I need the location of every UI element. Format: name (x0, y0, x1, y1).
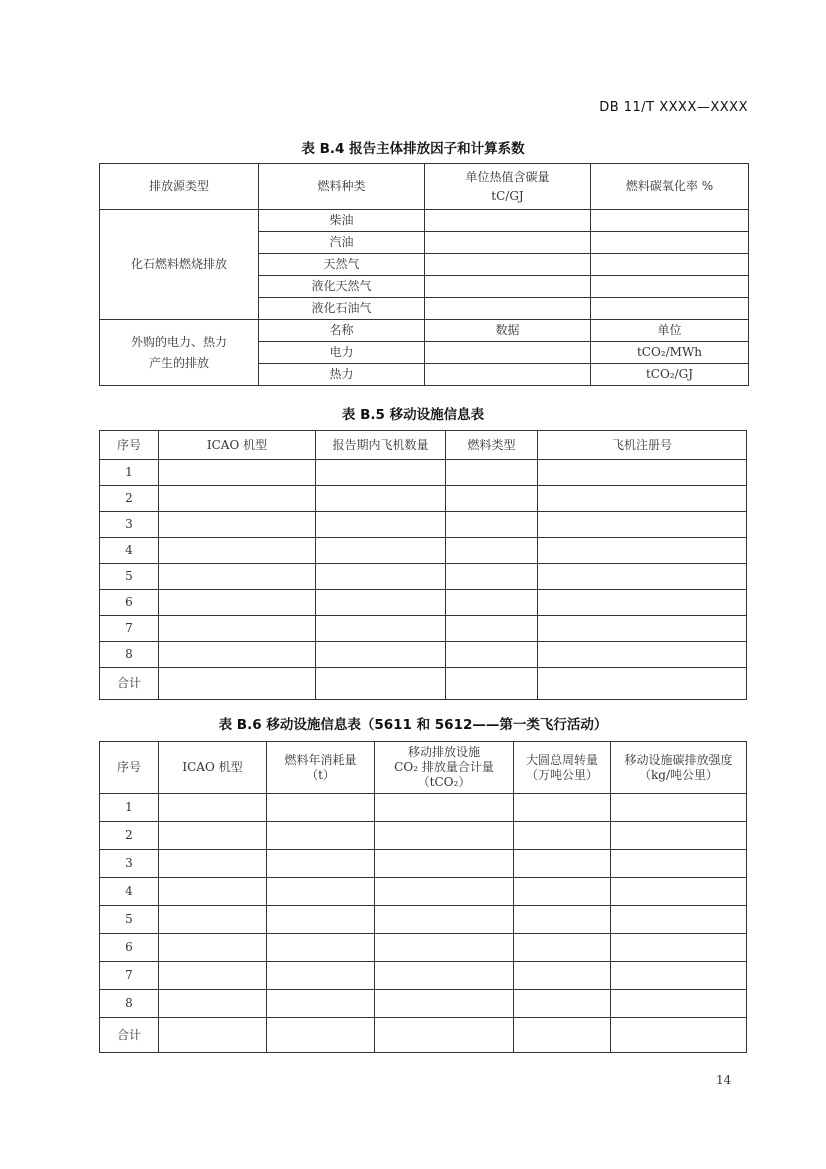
table-row (100, 990, 747, 1018)
data-cell[interactable] (538, 642, 747, 668)
data-cell[interactable] (538, 538, 747, 564)
data-cell[interactable] (316, 642, 446, 668)
data-cell[interactable] (446, 564, 538, 590)
data-cell[interactable] (159, 850, 267, 878)
data-cell[interactable] (538, 512, 747, 538)
data-cell[interactable] (611, 822, 747, 850)
data-cell[interactable] (267, 990, 375, 1018)
data-cell[interactable] (514, 906, 611, 934)
header-cell: 序号 (100, 742, 159, 794)
data-cell[interactable] (159, 1018, 267, 1053)
data-cell[interactable] (611, 934, 747, 962)
table-row (100, 934, 747, 962)
table-row (100, 822, 747, 850)
table-b5-caption: 表 B.5 移动设施信息表 (341, 407, 485, 423)
table-row (100, 616, 747, 642)
document-code: DB 11/T XXXX—XXXX (599, 100, 748, 115)
data-cell[interactable] (514, 990, 611, 1018)
data-cell[interactable] (611, 1018, 747, 1053)
data-cell[interactable] (514, 822, 611, 850)
data-cell[interactable] (159, 512, 316, 538)
total-label-cell: 合计 (100, 1018, 159, 1053)
data-cell[interactable] (446, 590, 538, 616)
data-cell[interactable] (425, 210, 591, 232)
data-cell[interactable] (425, 276, 591, 298)
data-cell[interactable] (159, 794, 267, 822)
seq-cell: 2 (100, 822, 159, 850)
seq-cell: 4 (100, 538, 159, 564)
data-cell[interactable] (611, 906, 747, 934)
data-cell[interactable] (375, 990, 514, 1018)
fuel-cell: 天然气 (259, 254, 425, 276)
data-cell[interactable] (375, 906, 514, 934)
header-cell: 序号 (100, 431, 159, 460)
data-cell[interactable] (538, 486, 747, 512)
data-cell[interactable] (316, 668, 446, 700)
name-cell: 电力 (259, 342, 425, 364)
name-cell: 热力 (259, 364, 425, 386)
header-unit: （万吨公里） (525, 767, 598, 782)
data-cell[interactable] (611, 850, 747, 878)
header-unit: tC/GJ (491, 188, 524, 203)
table-row (100, 590, 747, 616)
header-line: 单位热值含碳量 (465, 169, 550, 184)
data-cell[interactable] (591, 210, 749, 232)
header-unit: （tCO₂） (417, 775, 471, 789)
seq-cell: 5 (100, 564, 159, 590)
unit-cell: tCO₂/GJ (591, 364, 749, 386)
fuel-cell: 液化天然气 (259, 276, 425, 298)
data-cell[interactable] (375, 850, 514, 878)
seq-cell: 6 (100, 934, 159, 962)
fuel-cell: 柴油 (259, 210, 425, 232)
seq-cell: 8 (100, 990, 159, 1018)
header-cell: 报告期内飞机数量 (316, 431, 446, 460)
seq-cell: 2 (100, 486, 159, 512)
data-cell[interactable] (316, 616, 446, 642)
header-unit: （t） (306, 767, 335, 782)
header-cell: 燃料种类 (259, 164, 425, 210)
header-line: 移动排放设施 (407, 745, 480, 759)
data-cell[interactable] (514, 850, 611, 878)
data-cell[interactable] (425, 364, 591, 386)
data-cell[interactable] (267, 850, 375, 878)
table-b6-caption: 表 B.6 移动设施信息表（5611 和 5612——第一类飞行活动） (218, 717, 608, 733)
page-number: 14 (716, 1073, 732, 1087)
data-cell[interactable] (316, 538, 446, 564)
group-label-purchased (100, 320, 259, 386)
data-cell[interactable] (538, 616, 747, 642)
data-cell[interactable] (267, 878, 375, 906)
unit-cell: tCO₂/MWh (591, 342, 749, 364)
seq-cell: 3 (100, 512, 159, 538)
data-cell[interactable] (159, 990, 267, 1018)
data-cell[interactable] (375, 962, 514, 990)
data-cell[interactable] (159, 642, 316, 668)
fuel-cell: 液化石油气 (259, 298, 425, 320)
seq-cell: 7 (100, 962, 159, 990)
data-cell[interactable] (538, 668, 747, 700)
data-cell[interactable] (375, 878, 514, 906)
header-cell: ICAO 机型 (159, 431, 316, 460)
seq-cell: 1 (100, 794, 159, 822)
table-b4-header-row (100, 164, 749, 210)
group-label-line: 外购的电力、热力 (130, 334, 227, 349)
table-row (100, 486, 747, 512)
data-cell[interactable] (446, 460, 538, 486)
data-cell[interactable] (375, 934, 514, 962)
data-cell[interactable] (159, 616, 316, 642)
data-cell[interactable] (375, 822, 514, 850)
data-cell[interactable] (591, 232, 749, 254)
data-cell[interactable] (159, 962, 267, 990)
seq-cell: 7 (100, 616, 159, 642)
table-row (100, 538, 747, 564)
table-row (100, 850, 747, 878)
data-cell[interactable] (611, 878, 747, 906)
data-cell[interactable] (446, 668, 538, 700)
table-row (100, 320, 749, 342)
data-cell[interactable] (375, 1018, 514, 1053)
table-row-total (100, 1018, 747, 1053)
data-cell[interactable] (514, 1018, 611, 1053)
data-cell[interactable] (159, 878, 267, 906)
table-row-total (100, 668, 747, 700)
data-cell[interactable] (425, 232, 591, 254)
header-cell: ICAO 机型 (159, 742, 267, 794)
data-cell[interactable] (425, 342, 591, 364)
data-cell[interactable] (446, 616, 538, 642)
table-row (100, 564, 747, 590)
data-cell[interactable] (538, 590, 747, 616)
table-b5-header-row (100, 431, 747, 460)
header-cell: 飞机注册号 (538, 431, 747, 460)
table-b6 (99, 741, 747, 1053)
table-b6-header-row (100, 742, 747, 794)
data-cell[interactable] (267, 822, 375, 850)
data-cell[interactable] (159, 668, 316, 700)
data-cell[interactable] (611, 990, 747, 1018)
header-cell (375, 742, 514, 794)
data-cell[interactable] (611, 794, 747, 822)
header-line: CO₂ 排放量合计量 (394, 760, 494, 774)
header-line: 燃料年消耗量 (284, 752, 357, 767)
data-cell[interactable] (538, 564, 747, 590)
header-unit: （kg/吨公里） (639, 767, 718, 782)
data-cell[interactable] (267, 1018, 375, 1053)
table-row (100, 512, 747, 538)
table-row (100, 878, 747, 906)
table-row (100, 906, 747, 934)
header-cell (267, 742, 375, 794)
fuel-cell: 汽油 (259, 232, 425, 254)
header-line: 大圆总周转量 (525, 752, 598, 767)
data-cell[interactable] (538, 460, 747, 486)
seq-cell: 3 (100, 850, 159, 878)
data-cell[interactable] (425, 254, 591, 276)
data-cell[interactable] (514, 934, 611, 962)
data-cell[interactable] (159, 564, 316, 590)
data-cell[interactable] (267, 906, 375, 934)
data-cell[interactable] (159, 486, 316, 512)
data-cell[interactable] (159, 822, 267, 850)
table-b4-caption: 表 B.4 报告主体排放因子和计算系数 (301, 141, 525, 157)
total-label-cell: 合计 (100, 668, 159, 700)
table-b4 (99, 163, 749, 386)
header-cell: 排放源类型 (100, 164, 259, 210)
table-row (100, 642, 747, 668)
data-cell[interactable] (611, 962, 747, 990)
data-cell[interactable] (591, 254, 749, 276)
data-cell[interactable] (591, 276, 749, 298)
table-row (100, 210, 749, 232)
seq-cell: 8 (100, 642, 159, 668)
header-cell: 燃料类型 (446, 431, 538, 460)
data-cell[interactable] (267, 962, 375, 990)
data-cell[interactable] (591, 298, 749, 320)
group-label-line: 产生的排放 (148, 355, 209, 370)
data-cell[interactable] (316, 460, 446, 486)
seq-cell: 1 (100, 460, 159, 486)
table-row (100, 962, 747, 990)
data-cell[interactable] (267, 934, 375, 962)
table-row (100, 460, 747, 486)
header-cell (514, 742, 611, 794)
seq-cell: 5 (100, 906, 159, 934)
data-cell[interactable] (514, 794, 611, 822)
table-b5 (99, 430, 747, 700)
table-row (100, 794, 747, 822)
data-cell[interactable] (316, 512, 446, 538)
group-label-fossil: 化石燃料燃烧排放 (100, 210, 259, 320)
data-cell[interactable] (514, 878, 611, 906)
data-cell[interactable] (159, 460, 316, 486)
data-cell[interactable] (316, 590, 446, 616)
data-cell[interactable] (425, 298, 591, 320)
data-cell[interactable] (446, 486, 538, 512)
data-cell[interactable] (446, 512, 538, 538)
header-cell: 燃料碳氧化率 % (591, 164, 749, 210)
data-cell[interactable] (514, 962, 611, 990)
subheader-cell: 名称 (259, 320, 425, 342)
data-cell[interactable] (446, 642, 538, 668)
data-cell[interactable] (159, 538, 316, 564)
data-cell[interactable] (159, 590, 316, 616)
subheader-cell: 数据 (425, 320, 591, 342)
data-cell[interactable] (446, 538, 538, 564)
data-cell[interactable] (159, 934, 267, 962)
header-cell (425, 164, 591, 210)
data-cell[interactable] (375, 794, 514, 822)
seq-cell: 6 (100, 590, 159, 616)
data-cell[interactable] (267, 794, 375, 822)
data-cell[interactable] (316, 486, 446, 512)
header-cell (611, 742, 747, 794)
header-line: 移动设施碳排放强度 (624, 752, 733, 767)
subheader-cell: 单位 (591, 320, 749, 342)
seq-cell: 4 (100, 878, 159, 906)
data-cell[interactable] (159, 906, 267, 934)
data-cell[interactable] (316, 564, 446, 590)
